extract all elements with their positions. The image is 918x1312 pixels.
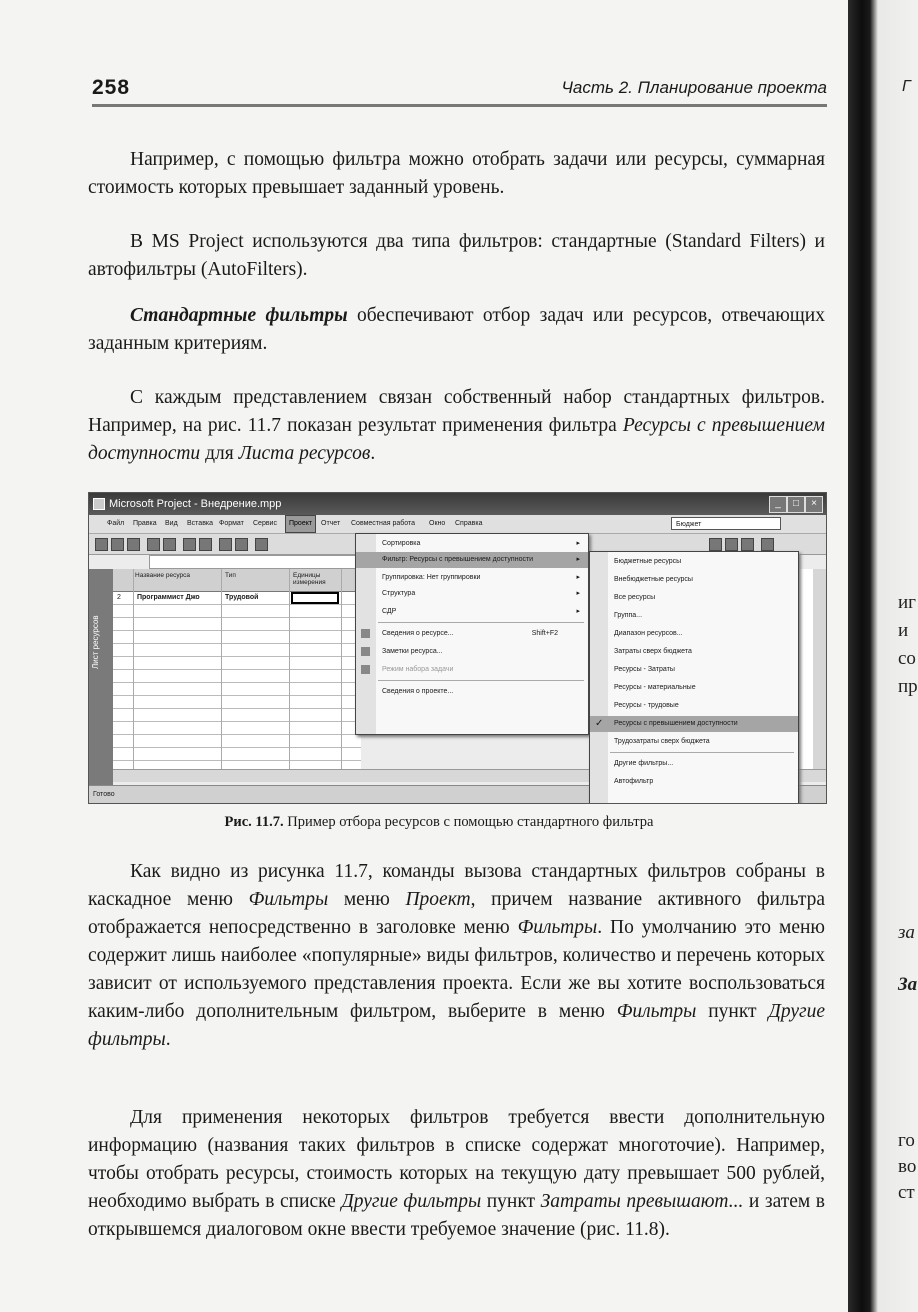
- table-row[interactable]: [113, 683, 361, 696]
- new-icon[interactable]: [95, 538, 108, 551]
- p6-c: и затем в открывшемся диалоговом окне ввести требуемое значение (рис. 11.8).: [88, 1191, 825, 1240]
- next-page-fragment: Г: [902, 78, 911, 95]
- resource-info-icon: [361, 629, 370, 638]
- menu-item-label: Группировка: Нет группировки: [382, 574, 481, 581]
- caption-text: Пример отбора ресурсов с помощью стандартного фильтра: [283, 814, 654, 830]
- menu-project[interactable]: Проект: [285, 515, 316, 533]
- filters-submenu: [589, 551, 799, 804]
- filter-item-label: Трудозатраты сверх бюджета: [614, 738, 710, 745]
- minimize-icon[interactable]: _: [769, 496, 787, 513]
- window-title: Microsoft Project - Внедрение.mpp: [109, 498, 282, 510]
- filter-item-label: Ресурсы с превышением доступности: [614, 720, 738, 727]
- menu-item-task-mode[interactable]: [356, 662, 588, 678]
- menu-item-label: Фильтр: Ресурсы с превышением доступности: [382, 556, 534, 563]
- link-icon[interactable]: [255, 538, 268, 551]
- table-row[interactable]: [113, 657, 361, 670]
- menu-window[interactable]: Окно: [429, 520, 446, 527]
- filter-icon[interactable]: [761, 538, 774, 551]
- filter-item[interactable]: [590, 554, 798, 570]
- table-row[interactable]: [113, 709, 361, 722]
- table-row[interactable]: [113, 631, 361, 644]
- menu-help[interactable]: Справка: [455, 520, 483, 527]
- maximize-icon[interactable]: □: [787, 496, 805, 513]
- row-type: Трудовой: [225, 594, 259, 601]
- next-page-fragment: пр: [898, 676, 918, 697]
- selected-cell[interactable]: [291, 592, 339, 604]
- table-row[interactable]: [113, 722, 361, 735]
- menu-separator: [378, 622, 584, 623]
- p6-a: Для применения некоторых фильтров требуется ввести дополнительную информацию (названия таких фильтров в списке содержат многоточие). Например, чтобы отобрать ресурсы, стоимость которых на текущую дату превышает 500 рублей, необходимо выбрать в списке: [88, 1107, 825, 1212]
- col-resource-name[interactable]: Название ресурса: [135, 572, 190, 579]
- filter-item[interactable]: [590, 698, 798, 714]
- paragraph-3-text: обеспечивают отбор задач или ресурсов, отвечающих заданным критериям.: [88, 305, 825, 354]
- p5-italic-5: Другие фильтры: [88, 1001, 825, 1050]
- column-divider: [341, 569, 342, 769]
- p5-italic-1: Фильтры: [248, 889, 329, 910]
- p6-italic-1: Другие фильтры: [341, 1191, 482, 1212]
- p4-italic-view-name: Листа ресурсов: [238, 443, 371, 464]
- filter-item-more[interactable]: [590, 756, 798, 772]
- paragraph-2: [88, 228, 825, 284]
- filter-item-label: Группа...: [614, 612, 643, 619]
- window-titlebar: [89, 493, 826, 515]
- menu-view[interactable]: Вид: [165, 520, 178, 527]
- table-row[interactable]: [113, 748, 361, 761]
- undo-icon[interactable]: [219, 538, 232, 551]
- figure-caption: [0, 814, 898, 831]
- p4-c: .: [370, 443, 376, 464]
- menu-insert[interactable]: Вставка: [187, 520, 214, 527]
- column-divider: [133, 569, 134, 769]
- next-page-fragment: и: [898, 620, 909, 641]
- p5-italic-4: Фильтры: [616, 1001, 697, 1022]
- menu-separator: [610, 752, 794, 753]
- next-page-fragment: за: [898, 922, 915, 943]
- next-page-fragment: во: [898, 1156, 917, 1177]
- submenu-arrow-icon: ▸: [576, 574, 580, 581]
- filter-item-active[interactable]: [590, 716, 798, 732]
- menu-item-project-info[interactable]: [356, 684, 588, 700]
- menu-report[interactable]: Отчет: [321, 520, 341, 527]
- checkmark-icon: ✓: [595, 718, 604, 729]
- p5-c: , причем название активного фильтра отображается непосредственно в заголовке меню: [88, 889, 825, 938]
- menu-item-group[interactable]: [356, 570, 588, 586]
- table-row[interactable]: [113, 696, 361, 709]
- menu-item-label: Сведения о проекте...: [382, 688, 454, 695]
- filter-item[interactable]: [590, 626, 798, 642]
- col-units[interactable]: Единицы измерения: [293, 572, 326, 586]
- menu-tools[interactable]: Сервис: [253, 520, 277, 527]
- menu-separator: [378, 680, 584, 681]
- col-type[interactable]: Тип: [225, 572, 236, 579]
- next-page-fragment: За: [898, 974, 918, 995]
- resource-sheet: [113, 569, 361, 769]
- filter-item-label: Ресурсы - Затраты: [614, 666, 675, 673]
- menu-item-resource-info[interactable]: [356, 626, 588, 642]
- open-icon[interactable]: [111, 538, 124, 551]
- menu-item-outline[interactable]: [356, 586, 588, 602]
- p4-italic-filter-name: Ресурсы с превышением доступности: [88, 415, 825, 464]
- filter-item-label: Затраты сверх бюджета: [614, 648, 692, 655]
- paragraph-5: [88, 858, 825, 1054]
- part-title: Часть 2. Планирование проекта: [561, 78, 827, 97]
- bold-icon[interactable]: [709, 538, 722, 551]
- underline-icon[interactable]: [741, 538, 754, 551]
- paragraph-1: [88, 146, 825, 202]
- menu-item-label: Сортировка: [382, 540, 421, 547]
- filter-item[interactable]: [590, 608, 798, 624]
- view-select[interactable]: Бюджет: [671, 517, 781, 530]
- task-mode-icon: [361, 665, 370, 674]
- p6-b: пункт: [481, 1191, 541, 1212]
- submenu-arrow-icon: ▸: [576, 540, 580, 547]
- next-page-fragment: ст: [898, 1182, 915, 1203]
- submenu-arrow-icon: ▸: [576, 608, 580, 615]
- filter-item-label: Автофильтр: [614, 778, 654, 785]
- p5-d: . По умолчанию это меню содержит лишь наиболее «популярные» виды фильтров, количество и перечень которых зависит от используемого представления проекта. Если же вы хотите воспользоваться каким-либо дополнительным фильтром, выберите в меню: [88, 917, 825, 1022]
- p4-b: для: [200, 443, 239, 464]
- term-standard-filters: Стандартные фильтры: [130, 305, 348, 326]
- menu-file[interactable]: Файл: [107, 520, 125, 527]
- figure-screenshot: [88, 492, 827, 804]
- running-header: [92, 74, 827, 107]
- row-id: 2: [117, 594, 121, 601]
- filter-item[interactable]: [590, 680, 798, 696]
- page-number: 258: [92, 76, 131, 99]
- table-row[interactable]: [113, 670, 361, 683]
- menu-item-wbs[interactable]: [356, 604, 588, 620]
- menu-item-resource-notes[interactable]: [356, 644, 588, 660]
- table-row[interactable]: [113, 644, 361, 657]
- paragraph-6: [88, 1104, 825, 1244]
- filter-item-label: Ресурсы - материальные: [614, 684, 696, 691]
- menu-item-label: СДР: [382, 608, 397, 615]
- menu-bar: [89, 515, 826, 534]
- menu-item-filter[interactable]: [356, 552, 588, 568]
- view-bar: [89, 569, 113, 785]
- menu-item-label: Сведения о ресурсе...: [382, 630, 454, 637]
- caption-label: Рис. 11.7.: [224, 814, 284, 830]
- filter-item[interactable]: [590, 734, 798, 750]
- menu-edit[interactable]: Правка: [133, 520, 157, 527]
- table-row[interactable]: [113, 605, 361, 618]
- submenu-arrow-icon: ▸: [576, 556, 580, 563]
- menu-format[interactable]: Формат: [219, 520, 244, 527]
- submenu-arrow-icon: ▸: [576, 590, 580, 597]
- copy-icon[interactable]: [183, 538, 196, 551]
- filter-item-label: Ресурсы - трудовые: [614, 702, 679, 709]
- redo-icon[interactable]: [235, 538, 248, 551]
- filter-item[interactable]: [590, 644, 798, 660]
- p5-italic-2: Проект: [405, 889, 471, 910]
- italic-icon[interactable]: [725, 538, 738, 551]
- preview-icon[interactable]: [163, 538, 176, 551]
- row-resource-name: Программист Джо: [137, 594, 200, 601]
- p6-italic-2: Затраты превышают...: [540, 1191, 744, 1212]
- p5-b: меню: [328, 889, 406, 910]
- p5-a: Как видно из рисунка 11.7, команды вызова стандартных фильтров собраны в каскадное меню: [88, 861, 825, 910]
- filter-item-autofilter[interactable]: [590, 774, 798, 790]
- notes-icon: [361, 647, 370, 656]
- filter-item-label: Диапазон ресурсов...: [614, 630, 683, 637]
- view-bar-label: Лист ресурсов: [91, 615, 100, 669]
- menu-item-label: Заметки ресурса...: [382, 648, 443, 655]
- next-page-fragment: го: [898, 1130, 915, 1151]
- menu-item-sort[interactable]: [356, 536, 588, 552]
- vertical-scrollbar[interactable]: [813, 569, 826, 769]
- next-page-fragment: со: [898, 648, 916, 669]
- paragraph-2-text: В MS Project используются два типа фильтров: стандартные (Standard Filters) и автофильтры (AutoFilters).: [88, 231, 825, 280]
- save-icon[interactable]: [127, 538, 140, 551]
- filter-item[interactable]: [590, 572, 798, 588]
- column-divider: [289, 569, 290, 769]
- table-row[interactable]: [113, 735, 361, 748]
- grid-header: [113, 569, 361, 592]
- menu-item-label: Режим набора задачи: [382, 666, 454, 673]
- menu-shortcut: Shift+F2: [531, 630, 558, 637]
- filter-item[interactable]: [590, 590, 798, 606]
- next-page-fragment: иг: [898, 592, 916, 613]
- app-icon: [93, 498, 105, 510]
- filter-item-label: Все ресурсы: [614, 594, 656, 601]
- filter-item-label: Внебюджетные ресурсы: [614, 576, 693, 583]
- paste-icon[interactable]: [199, 538, 212, 551]
- column-divider: [221, 569, 222, 769]
- status-text: Готово: [93, 791, 115, 798]
- filter-item[interactable]: [590, 662, 798, 678]
- paragraph-3: [88, 302, 825, 358]
- print-icon[interactable]: [147, 538, 160, 551]
- p4-a: С каждым представлением связан собственный набор стандартных фильтров. Например, на рис. 11.7 показан результат применения фильтра: [88, 387, 825, 436]
- menu-collaborate[interactable]: Совместная работа: [351, 520, 416, 527]
- filter-item-label: Бюджетные ресурсы: [614, 558, 682, 565]
- p5-e: пункт: [696, 1001, 769, 1022]
- paragraph-4: [88, 384, 825, 468]
- paragraph-1-text: Например, с помощью фильтра можно отобрать задачи или ресурсы, суммарная стоимость которых превышает заданный уровень.: [88, 149, 825, 198]
- project-menu: [355, 533, 589, 735]
- menu-item-label: Структура: [382, 590, 416, 597]
- filter-item-label: Другие фильтры...: [614, 760, 674, 767]
- table-row[interactable]: [113, 618, 361, 631]
- p5-f: .: [165, 1029, 171, 1050]
- p5-italic-3: Фильтры: [517, 917, 598, 938]
- close-icon[interactable]: ×: [805, 496, 823, 513]
